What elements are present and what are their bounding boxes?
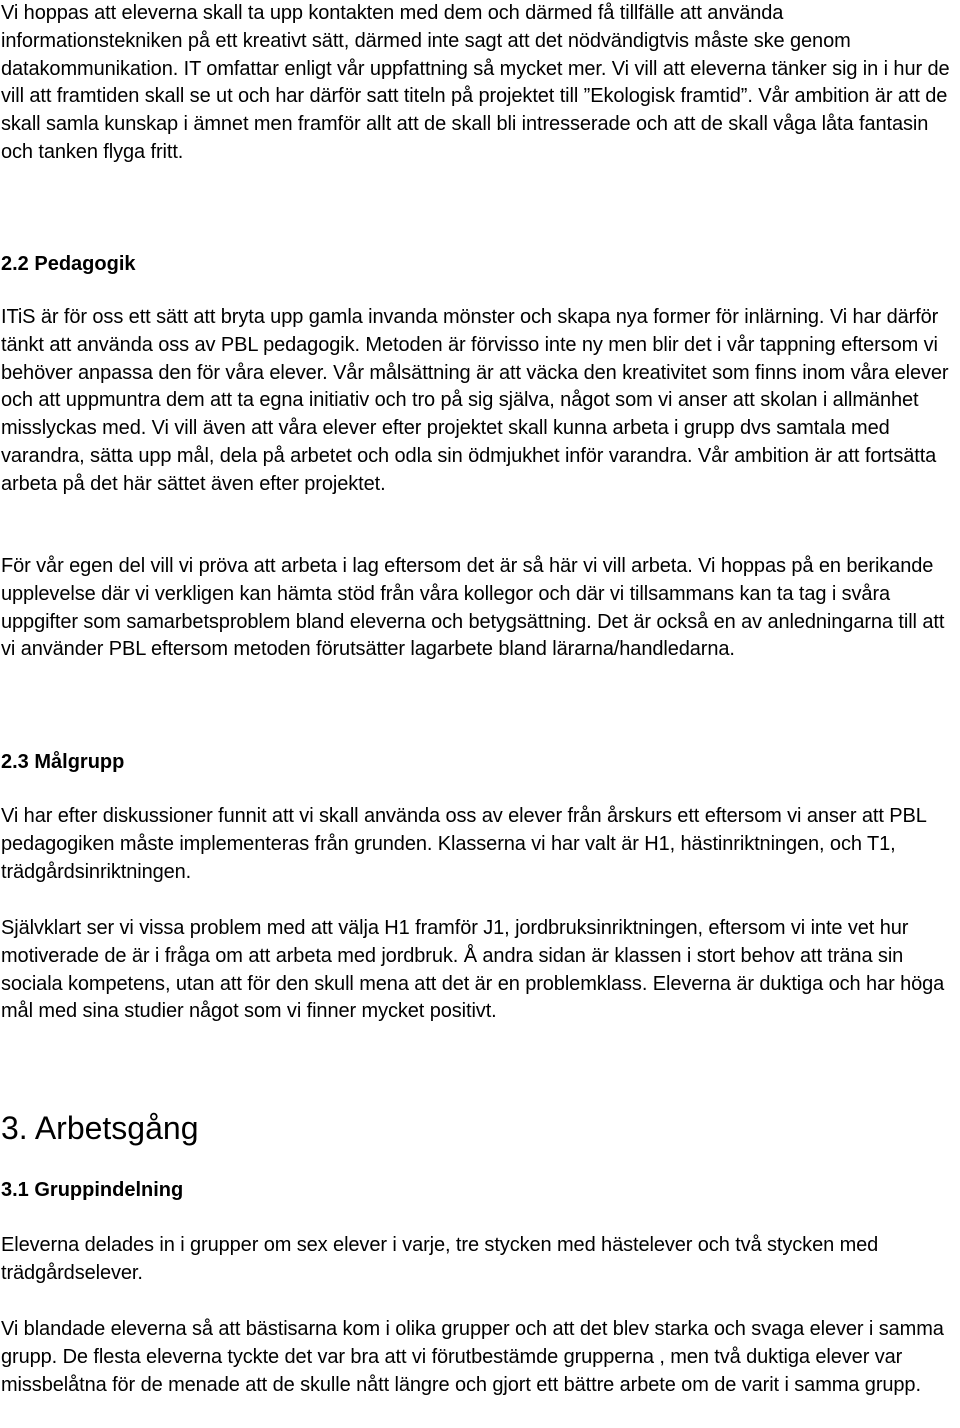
- paragraph-blandning: Vi blandade eleverna så att bästisarna kom i olika grupper och att det blev starka och svaga elever i samma grupp. De flesta eleverna tyckte det var bra att vi förutbestämde grupperna , men två duktiga elever var missbelåtna för de menade att de skulle nått längre och gjort ett bättre arbete om de varit i samma grupp.: [1, 1318, 944, 1396]
- paragraph-lagarbete: För vår egen del vill vi pröva att arbeta i lag eftersom det är så här vi vill arbeta. Vi hoppas på en berikande upplevelse där vi verkligen kan hämta stöd från våra kollegor och där vi tillsammans kan ta tag i svåra uppgifter som samarbetsproblem bland eleverna och betygsättning. Det är också en av anledningarna till att vi använder PBL eftersom metoden förutsätter lagarbete bland lärarna/handledarna.: [1, 555, 945, 661]
- paragraph-gruppindelning: Eleverna delades in i grupper om sex elever i varje, tre stycken med hästelever och två stycken med trädgårdselever.: [1, 1234, 879, 1284]
- heading-arbetsgang: 3. Arbetsgång: [1, 1110, 199, 1146]
- paragraph-pedagogik: ITiS är för oss ett sätt att bryta upp gamla invanda mönster och skapa nya former för inlärning. Vi har därför tänkt att använda oss av PBL pedagogik. Metoden är förvisso inte ny men blir det i vår tappning eftersom vi behöver anpassa den för våra elever. Vår målsättning är att väcka den kreativitet som finns inom våra elever och att uppmuntra dem att ta egna initiativ och tro på sig själva, något som vi anser att skolan i allmänhet misslyckas med. Vi vill även att våra elever efter projektet skall kunna arbeta i grupp dvs samtala med varandra, sätta upp mål, dela på arbetet och odla sin ödmjukhet inför varandra. Vår ambition är att fortsätta arbeta på det här sättet även efter projektet.: [1, 306, 949, 495]
- paragraph-intro: Vi hoppas att eleverna skall ta upp kontakten med dem och därmed få tillfälle att använda informationstekniken på ett kreativt sätt, därmed inte sagt att det nödvändigtvis måste ske genom datakommunikation. IT omfattar enligt vår uppfattning så mycket mer. Vi vill att eleverna tänker sig in i hur de vill att framtiden skall se ut och har därför satt titeln på projektet till ”Ekologisk framtid”. Vår ambition är att de skall samla kunskap i ämnet men framför allt att de skall bli intresserade och att de skall våga låta fantasin och tanken flyga fritt.: [1, 2, 950, 163]
- heading-gruppindelning: 3.1 Gruppindelning: [1, 1179, 184, 1201]
- paragraph-malgrupp: Vi har efter diskussioner funnit att vi skall använda oss av elever från årskurs ett eftersom vi anser att PBL pedagogiken måste implementeras från grunden. Klasserna vi har valt är H1, hästinriktningen, och T1, trädgårdsinriktningen.: [1, 805, 926, 883]
- heading-malgrupp: 2.3 Målgrupp: [1, 751, 125, 773]
- heading-pedagogik: 2.2 Pedagogik: [1, 253, 136, 275]
- paragraph-problem: Självklart ser vi vissa problem med att välja H1 framför J1, jordbruksinriktningen, eftersom vi inte vet hur motiverade de är i fråga om att arbeta med jordbruk. Å andra sidan är klassen i stort behov att träna sin sociala kompetens, utan att för den skull mena att det är en problemklass. Eleverna är duktiga och har höga mål med sina studier något som vi finner mycket positivt.: [1, 917, 945, 1023]
